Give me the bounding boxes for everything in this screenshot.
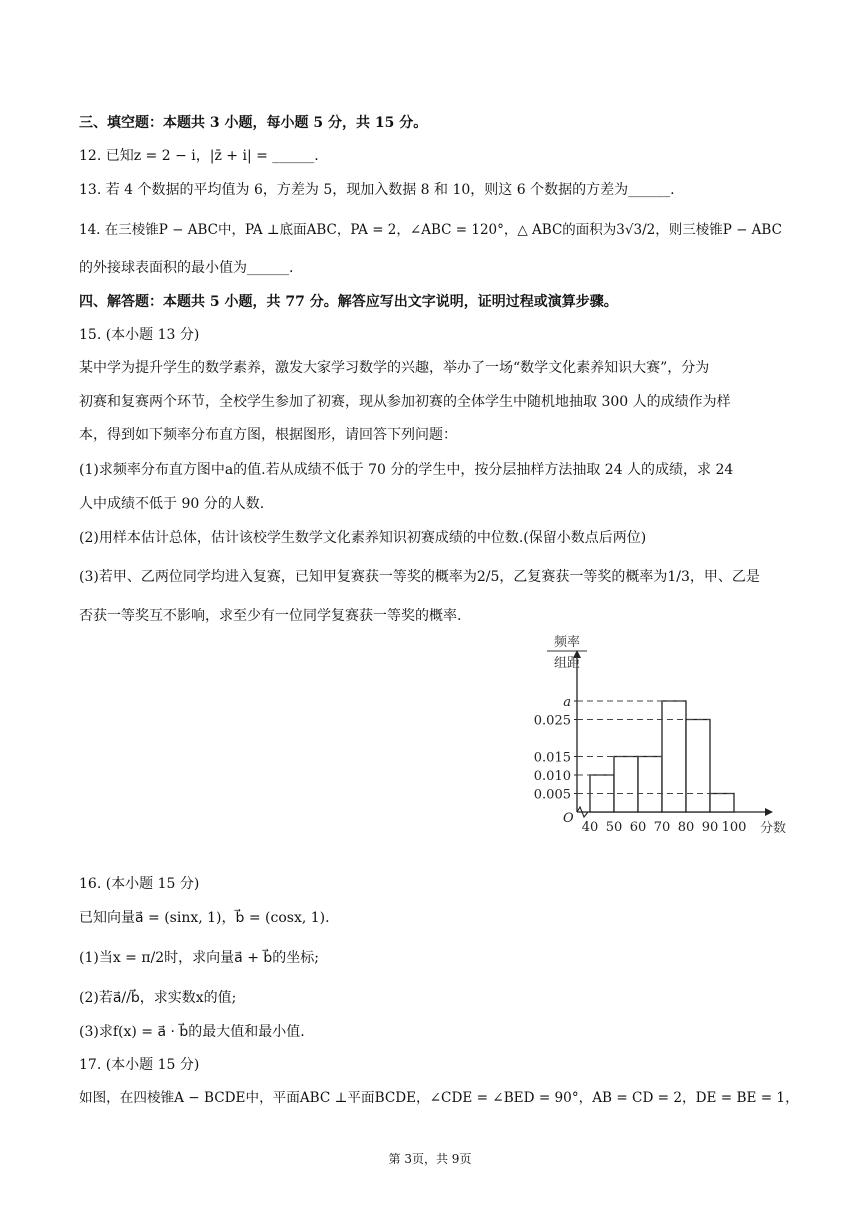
frequency-histogram	[515, 628, 795, 843]
question-15-part3a: (3)若甲、乙两位同学均进入复赛，已知甲复赛获一等奖的概率为2/5，乙复赛获一等奖的概率为1/3，甲、乙是	[79, 569, 760, 585]
question-14-line2: 的外接球表面积的最小值为______.	[79, 260, 294, 276]
question-16-part1: (1)当x = π/2时，求向量a⃗ + b⃗的坐标;	[79, 950, 319, 966]
x-tick-label: 70	[653, 820, 671, 835]
histogram-bar	[662, 701, 686, 812]
x-tick-label: 100	[721, 820, 747, 835]
question-13: 13. 若 4 个数据的平均值为 6，方差为 5，现加入数据 8 和 10，则这 6 个数据的方差为______.	[79, 182, 675, 198]
y-tick-label: 0.015	[533, 750, 571, 766]
x-tick-label: 60	[629, 820, 647, 835]
question-15-para2: 初赛和复赛两个环节，全校学生参加了初赛，现从参加初赛的全体学生中随机地抽取 300 人的成绩作为样	[79, 394, 731, 410]
x-axis-arrow	[765, 808, 773, 816]
y-tick-label: 0.025	[533, 713, 571, 729]
question-16-part3: (3)求f(x) = a⃗ · b⃗的最大值和最小值.	[79, 1024, 305, 1040]
y-label-bottom: 组距	[553, 656, 581, 671]
question-14-line1: 14. 在三棱锥P − ABC中，PA ⊥底面ABC，PA = 2，∠ABC = 120°，△ ABC的面积为3√3/2，则三棱锥P − ABC	[79, 222, 782, 238]
page-footer: 第 3页，共 9页	[388, 1152, 472, 1166]
y-tick-label: 0.005	[533, 787, 571, 803]
question-15-title: 15. (本小题 13 分)	[79, 327, 200, 343]
question-16-title: 16. (本小题 15 分)	[79, 876, 200, 892]
section3-heading: 三、填空题：本题共 3 小题，每小题 5 分，共 15 分。	[79, 115, 428, 131]
histogram-bar	[710, 794, 734, 813]
question-15-para3: 本，得到如下频率分布直方图，根据图形，请回答下列问题：	[79, 427, 457, 443]
y-label-top: 频率	[553, 635, 581, 650]
question-15-part1a: (1)求频率分布直方图中a的值.若从成绩不低于 70 分的学生中，按分层抽样方法抽取 24 人的成绩，求 24	[79, 462, 734, 478]
section4-heading: 四、解答题：本题共 5 小题，共 77 分。解答应写出文字说明，证明过程或演算步骤。	[79, 294, 618, 310]
question-16-part2: (2)若a⃗//b⃗，求实数x的值;	[79, 990, 237, 1006]
question-12: 12. 已知z = 2 − i，|z̄ + i| = ______.	[79, 148, 319, 164]
x-tick-label: 40	[581, 820, 599, 835]
question-15-part3b: 否获一等奖互不影响，求至少有一位同学复赛获一等奖的概率.	[79, 608, 462, 624]
origin-label: O	[563, 811, 574, 826]
x-tick-label: 80	[677, 820, 695, 835]
histogram-bar	[686, 720, 710, 813]
x-tick-label: 90	[701, 820, 719, 835]
x-axis-label: 分数	[759, 821, 787, 836]
x-tick-label: 50	[605, 820, 623, 835]
question-15-para1: 某中学为提升学生的数学素养，激发大家学习数学的兴趣，举办了一场“数学文化素养知识大赛”，分为	[79, 360, 710, 376]
histogram-bar	[638, 757, 662, 813]
question-17-para: 如图，在四棱锥A − BCDE中，平面ABC ⊥平面BCDE，∠CDE = ∠BED = 90°，AB = CD = 2，DE = BE = 1，	[79, 1090, 799, 1106]
y-tick-label: a	[563, 695, 571, 710]
question-17-title: 17. (本小题 15 分)	[79, 1057, 200, 1073]
y-tick-label: 0.010	[533, 769, 571, 784]
histogram-bar	[614, 757, 638, 813]
question-16-para: 已知向量a⃗ = (sinx, 1)，b⃗ = (cosx, 1).	[79, 910, 330, 926]
question-15-part1b: 人中成绩不低于 90 分的人数.	[79, 496, 265, 512]
question-15-part2: (2)用样本估计总体，估计该校学生数学文化素养知识初赛成绩的中位数.(保留小数点后两位)	[79, 530, 647, 546]
